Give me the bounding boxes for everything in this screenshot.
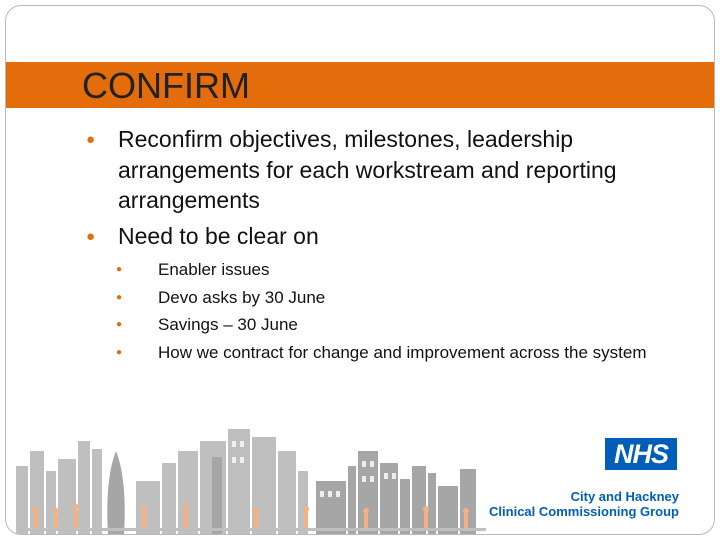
sub-bullet-text: Enabler issues	[158, 260, 270, 279]
bullet-item	[6, 221, 678, 252]
sub-bullet-text: Devo asks by 30 June	[158, 287, 326, 307]
sub-bullet-icon: ●	[116, 346, 123, 358]
sub-bullet-list	[6, 256, 714, 366]
sub-bullet-item	[6, 311, 688, 339]
sub-bullet-icon: ●	[116, 319, 123, 330]
bullet-icon: ●	[86, 227, 96, 245]
org-name-line1: City and Hackney	[570, 489, 679, 504]
sub-bullet-text: How we contract for change and improvement across the system	[158, 342, 647, 362]
bullet-text: Reconfirm objectives, milestones, leadership arrangements for each workstream and reporting arrangements	[118, 126, 617, 213]
page-title: CONFIRM	[82, 65, 250, 106]
city-skyline-illustration	[16, 411, 486, 535]
bullet-item	[6, 124, 678, 216]
bullet-list	[6, 124, 714, 366]
org-name-line2: Clinical Commissioning Group	[489, 504, 679, 519]
nhs-logo-text: NHS	[613, 439, 668, 469]
bullet-text: Need to be clear on	[118, 222, 319, 249]
sub-bullet-item	[6, 339, 688, 367]
slide	[5, 5, 715, 535]
bullet-icon: ●	[86, 131, 96, 148]
sub-bullet-icon: ●	[116, 291, 123, 303]
sub-bullet-item	[6, 256, 688, 284]
sub-bullet-icon: ●	[116, 264, 123, 275]
sub-bullet-item	[6, 284, 688, 312]
sub-bullet-text: Savings – 30 June	[158, 315, 298, 334]
nhs-logo	[605, 438, 677, 470]
